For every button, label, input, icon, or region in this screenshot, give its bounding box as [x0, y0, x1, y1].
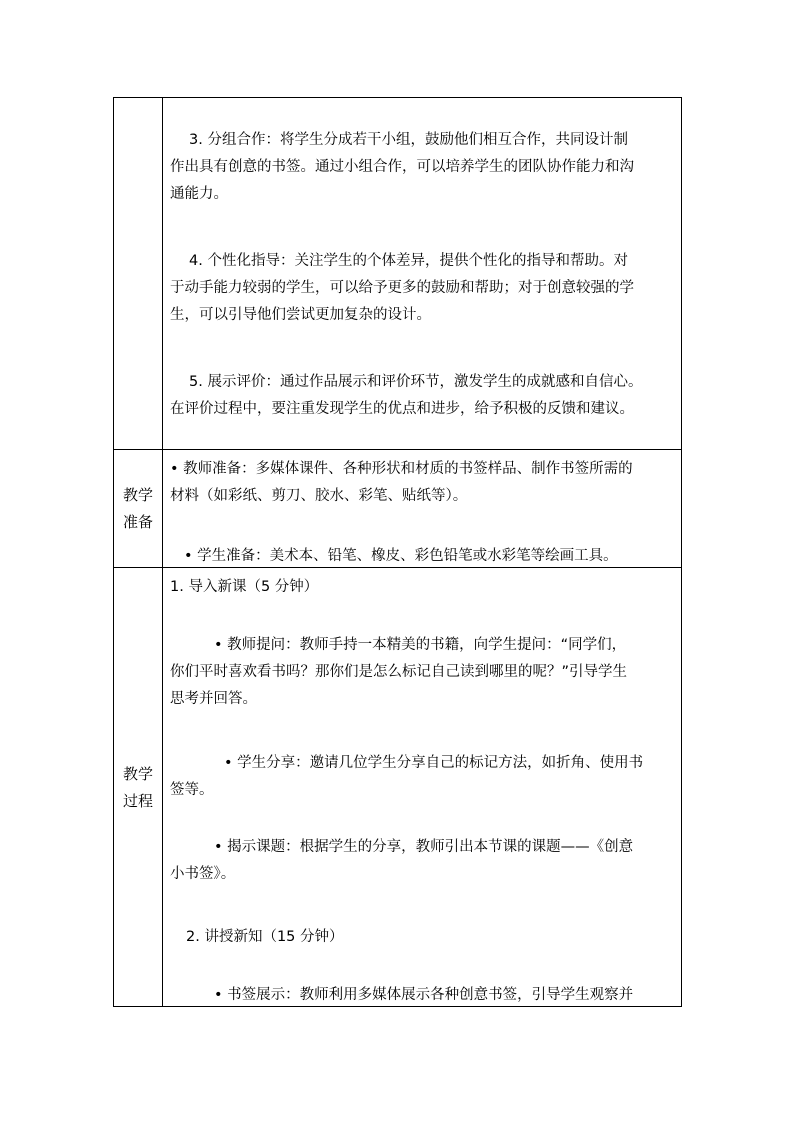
label-line: 过程	[122, 792, 153, 810]
column-divider	[162, 98, 163, 1006]
bullet-student-share-cont	[170, 777, 214, 804]
bullet-teacher-question	[214, 632, 626, 659]
text-line: 在评价过程中，要注重发现学生的优点和进步，给予积极的反馈和建议。	[170, 401, 634, 417]
paragraph-showcase-evaluation-cont	[170, 396, 634, 423]
lesson-plan-table	[113, 97, 682, 1007]
text-line: 4. 个性化指导：关注学生的个体差异，提供个性化的指导和帮助。对	[189, 253, 628, 269]
bullet-teacher-question-cont	[170, 659, 627, 713]
text-line: 5. 展示评价：通过作品展示和评价环节，激发学生的成就感和自信心。	[189, 374, 643, 390]
text-line: • 教师提问：教师手持一本精美的书籍，向学生提问：“同学们，	[214, 637, 627, 653]
text-line: • 学生分享：邀请几位学生分享自己的标记方法，如折角、使用书	[224, 755, 644, 771]
label-line: 准备	[122, 513, 153, 531]
text-line: 作出具有创意的书签。通过小组合作，可以培养学生的团队协作能力和沟	[170, 159, 634, 175]
text-line: • 揭示课题：根据学生的分享，教师引出本节课的课题——《创意	[214, 839, 634, 855]
text-line: 你们平时喜欢看书吗？那你们是怎么标记自己读到哪里的呢？”引导学生	[170, 664, 628, 680]
paragraph-personal-guidance	[189, 248, 628, 275]
text-line: 3. 分组合作：将学生分成若干小组，鼓励他们相互合作，共同设计制	[189, 132, 628, 148]
text-line: 于动手能力较弱的学生，可以给予更多的鼓励和帮助；对于创意较强的学	[170, 280, 634, 296]
paragraph-showcase-evaluation	[189, 369, 642, 396]
text-line: 材料（如彩纸、剪刀、胶水、彩笔、贴纸等）。	[170, 488, 468, 504]
text-line: 思考并回答。	[170, 691, 257, 707]
paragraph-group-work-cont	[170, 154, 634, 208]
label-line: 教学	[122, 486, 153, 504]
text-line: 签等。	[170, 782, 214, 798]
label-teaching-process	[114, 761, 162, 815]
row-divider	[114, 449, 681, 450]
text-line: • 学生准备：美术本、铅笔、橡皮、彩色铅笔或水彩笔等绘画工具。	[184, 548, 618, 564]
bullet-teacher-preparation	[170, 456, 633, 510]
text-line: • 教师准备：多媒体课件、各种形状和材质的书签样品、制作书签所需的	[170, 461, 633, 477]
text-line: 通能力。	[170, 186, 228, 202]
bullet-student-preparation	[184, 543, 618, 570]
label-line: 教学	[122, 765, 153, 783]
bullet-reveal-topic	[214, 834, 633, 861]
paragraph-group-work	[189, 127, 628, 154]
section-new-knowledge: 2. 讲授新知（15 分钟）	[186, 929, 344, 945]
bullet-reveal-topic-cont	[170, 861, 235, 888]
bullet-bookmark-display: • 书签展示：教师利用多媒体展示各种创意书签，引导学生观察并	[214, 987, 634, 1003]
label-teaching-preparation	[114, 482, 162, 536]
bullet-student-share	[224, 750, 643, 777]
text-line: 生，可以引导他们尝试更加复杂的设计。	[170, 307, 431, 323]
paragraph-personal-guidance-cont	[170, 275, 634, 329]
text-line: 小书签》。	[170, 866, 236, 882]
section-intro: 1. 导入新课（5 分钟）	[170, 579, 319, 595]
